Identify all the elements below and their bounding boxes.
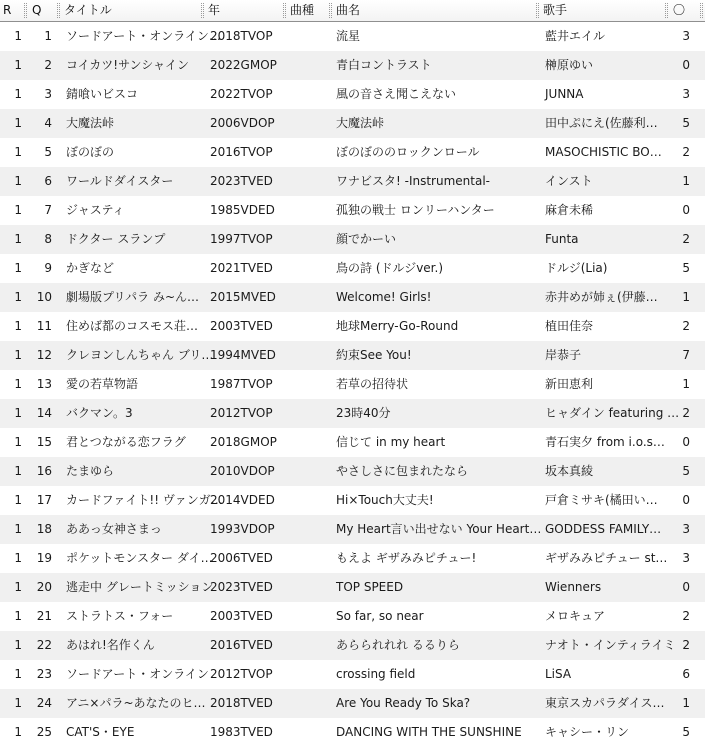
cell-song-type <box>290 196 328 225</box>
cell-correct: 0 <box>682 580 690 594</box>
cell-song-type <box>290 109 328 138</box>
cell-year: 2021TVED <box>210 261 273 275</box>
table-row[interactable] <box>0 718 705 747</box>
cell-year: 2014VDED <box>210 493 275 507</box>
column-header-correct[interactable]: 〇 <box>673 3 686 17</box>
cell-song-name: Hi×Touch大丈夫! <box>336 493 434 507</box>
column-header-song-name[interactable]: 曲名 <box>336 3 361 17</box>
cell-song-name: ワナビスタ! -Instrumental- <box>336 174 490 188</box>
cell-r: 1 <box>14 609 22 623</box>
cell-artist: ヒャダイン featuring … <box>545 406 680 420</box>
cell-correct: 5 <box>682 116 690 130</box>
cell-song-name: 顔でかーい <box>336 232 397 246</box>
cell-artist: 藍井エイル <box>545 29 606 43</box>
cell-correct: 1 <box>682 696 690 710</box>
cell-song-type <box>290 80 328 109</box>
cell-r: 1 <box>14 667 22 681</box>
cell-title: ぼのぼの <box>66 145 115 159</box>
cell-r: 1 <box>14 638 22 652</box>
cell-artist: JUNNA <box>545 87 584 101</box>
cell-title: 住めば都のコスモス荘… <box>66 319 199 333</box>
cell-year: 2023TVED <box>210 580 273 594</box>
cell-r: 1 <box>14 522 22 536</box>
cell-correct: 1 <box>682 174 690 188</box>
cell-song-type <box>290 254 328 283</box>
cell-r: 1 <box>14 348 22 362</box>
cell-title: ソードアート・オンライン… <box>66 29 221 43</box>
cell-title: コイカツ!サンシャイン <box>66 58 189 72</box>
cell-q: 21 <box>36 609 52 623</box>
cell-artist: 田中ぷにえ(佐藤利… <box>545 116 658 130</box>
column-resize-handle[interactable] <box>283 3 286 18</box>
cell-q: 10 <box>36 290 52 304</box>
cell-correct: 2 <box>682 145 690 159</box>
cell-song-type <box>290 544 328 573</box>
cell-song-name: Are You Ready To Ska? <box>336 696 471 710</box>
cell-song-name: Welcome! Girls! <box>336 290 432 304</box>
column-header-artist[interactable]: 歌手 <box>543 3 568 17</box>
cell-correct: 3 <box>682 87 690 101</box>
cell-song-name: 流星 <box>336 29 361 43</box>
cell-correct: 1 <box>682 290 690 304</box>
cell-year: 2006TVED <box>210 551 273 565</box>
cell-artist: LiSA <box>545 667 572 681</box>
cell-correct: 2 <box>682 638 690 652</box>
cell-artist: インスト <box>545 174 593 188</box>
table-row[interactable] <box>0 283 705 312</box>
cell-correct: 0 <box>682 435 690 449</box>
cell-year: 1987TVOP <box>210 377 273 391</box>
cell-song-name: 若草の招待状 <box>336 377 409 391</box>
cell-title: あはれ!名作くん <box>66 638 155 652</box>
table-row[interactable] <box>0 399 705 428</box>
cell-artist: メロキュア <box>545 609 606 623</box>
cell-q: 22 <box>36 638 52 652</box>
cell-artist: ギザみみピチュー st… <box>545 551 668 565</box>
cell-artist: ナオト・インティライミ <box>545 638 676 652</box>
table-row[interactable] <box>0 225 705 254</box>
cell-song-name: 信じて in my heart <box>336 435 446 449</box>
cell-artist: GODDESS FAMILY… <box>545 522 662 536</box>
cell-song-type <box>290 515 328 544</box>
table-row[interactable] <box>0 573 705 602</box>
cell-song-type <box>290 602 328 631</box>
cell-song-type <box>290 225 328 254</box>
cell-song-name: 風の音さえ聞こえない <box>336 87 457 101</box>
cell-r: 1 <box>14 58 22 72</box>
cell-r: 1 <box>14 725 22 739</box>
cell-artist: ドルジ(Lia) <box>545 261 608 275</box>
cell-q: 15 <box>36 435 52 449</box>
cell-r: 1 <box>14 377 22 391</box>
cell-year: 1985VDED <box>210 203 275 217</box>
cell-song-type <box>290 573 328 602</box>
table-row[interactable] <box>0 138 705 167</box>
cell-song-name: 孤独の戦士 ロンリーハンター <box>336 203 495 217</box>
cell-artist: 岸恭子 <box>545 348 582 362</box>
cell-title: ああっ女神さまっ <box>66 522 162 536</box>
cell-q: 5 <box>44 145 52 159</box>
table-row[interactable] <box>0 370 705 399</box>
cell-correct: 3 <box>682 551 690 565</box>
column-header-title[interactable]: タイトル <box>64 3 112 17</box>
cell-r: 1 <box>14 319 22 333</box>
cell-correct: 6 <box>682 667 690 681</box>
cell-year: 2003TVED <box>210 609 273 623</box>
cell-q: 25 <box>36 725 52 739</box>
cell-year: 2023TVED <box>210 174 273 188</box>
cell-q: 2 <box>44 58 52 72</box>
column-resize-handle[interactable] <box>329 3 332 18</box>
cell-q: 24 <box>36 696 52 710</box>
cell-song-type <box>290 486 328 515</box>
cell-q: 18 <box>36 522 52 536</box>
cell-r: 1 <box>14 493 22 507</box>
cell-artist: 赤井めが姉ぇ(伊藤… <box>545 290 658 304</box>
cell-title: たまゆら <box>66 464 115 478</box>
cell-year: 2012TVOP <box>210 406 273 420</box>
table-row[interactable] <box>0 457 705 486</box>
cell-title: クレヨンしんちゃん ブリ… <box>66 348 214 362</box>
cell-q: 3 <box>44 87 52 101</box>
cell-song-name: So far, so near <box>336 609 424 623</box>
cell-year: 1993VDOP <box>210 522 275 536</box>
cell-artist: 坂本真綾 <box>545 464 594 478</box>
cell-title: ストラトス・フォー <box>66 609 174 623</box>
cell-song-type <box>290 283 328 312</box>
cell-correct: 5 <box>682 464 690 478</box>
cell-title: 大魔法峠 <box>66 116 115 130</box>
cell-year: 1997TVOP <box>210 232 273 246</box>
cell-year: 2018TVOP <box>210 29 273 43</box>
cell-q: 6 <box>44 174 52 188</box>
table-row[interactable] <box>0 312 705 341</box>
cell-song-name: DANCING WITH THE SUNSHINE <box>336 725 522 739</box>
column-header-r[interactable]: R <box>3 3 12 17</box>
cell-r: 1 <box>14 145 22 159</box>
cell-song-name: ぼのぼののロックンロール <box>336 145 480 159</box>
cell-r: 1 <box>14 406 22 420</box>
table-row[interactable] <box>0 196 705 225</box>
cell-r: 1 <box>14 580 22 594</box>
cell-artist: 東京スカパラダイス… <box>545 696 665 710</box>
cell-song-name: もえよ ギザみみピチュー! <box>336 551 477 565</box>
cell-q: 4 <box>44 116 52 130</box>
cell-song-name: My Heart言い出せない Your Heart… <box>336 522 542 536</box>
cell-artist: MASOCHISTIC BO… <box>545 145 662 159</box>
cell-correct: 1 <box>682 377 690 391</box>
cell-year: 2003TVED <box>210 319 273 333</box>
cell-r: 1 <box>14 551 22 565</box>
column-resize-handle[interactable] <box>700 3 703 18</box>
cell-q: 1 <box>44 29 52 43</box>
table-row[interactable] <box>0 22 705 51</box>
cell-r: 1 <box>14 696 22 710</box>
cell-title: 愛の若草物語 <box>66 377 139 391</box>
cell-title: かぎなど <box>66 261 115 275</box>
cell-correct: 2 <box>682 319 690 333</box>
cell-q: 23 <box>36 667 52 681</box>
cell-q: 13 <box>36 377 52 391</box>
cell-correct: 0 <box>682 493 690 507</box>
cell-title: アニ×パラ~あなたのヒ… <box>66 696 206 710</box>
cell-song-type <box>290 631 328 660</box>
cell-title: ワールドダイスター <box>66 174 174 188</box>
cell-q: 7 <box>44 203 52 217</box>
cell-song-type <box>290 718 328 747</box>
column-resize-handle[interactable] <box>665 3 668 18</box>
table-row[interactable] <box>0 486 705 515</box>
table-row[interactable] <box>0 631 705 660</box>
table-row[interactable] <box>0 515 705 544</box>
table-row[interactable] <box>0 51 705 80</box>
cell-correct: 3 <box>682 29 690 43</box>
cell-r: 1 <box>14 116 22 130</box>
cell-title: 君とつながる恋フラグ <box>66 435 186 449</box>
cell-r: 1 <box>14 174 22 188</box>
table-row[interactable] <box>0 544 705 573</box>
cell-r: 1 <box>14 290 22 304</box>
cell-song-type <box>290 312 328 341</box>
cell-q: 12 <box>36 348 52 362</box>
table-row[interactable] <box>0 109 705 138</box>
cell-artist: Wienners <box>545 580 602 594</box>
cell-r: 1 <box>14 261 22 275</box>
column-resize-handle[interactable] <box>57 3 60 18</box>
cell-song-name: やさしさに包まれたなら <box>336 464 469 478</box>
cell-song-name: crossing field <box>336 667 416 681</box>
cell-r: 1 <box>14 203 22 217</box>
table-row[interactable] <box>0 660 705 689</box>
cell-q: 19 <box>36 551 52 565</box>
cell-title: 劇場版プリパラ み~ん… <box>66 290 200 304</box>
cell-artist: 麻倉未稀 <box>545 203 594 217</box>
cell-year: 2006VDOP <box>210 116 275 130</box>
cell-song-name: 約束See You! <box>336 348 412 362</box>
cell-artist: Funta <box>545 232 579 246</box>
cell-correct: 5 <box>682 261 690 275</box>
cell-title: CAT'S・EYE <box>66 725 135 739</box>
cell-song-type <box>290 689 328 718</box>
cell-q: 8 <box>44 232 52 246</box>
cell-year: 2018TVED <box>210 696 273 710</box>
column-resize-handle[interactable] <box>536 3 539 18</box>
cell-correct: 7 <box>682 348 690 362</box>
cell-title: カードファイト!! ヴァンガ… <box>66 493 223 507</box>
cell-song-type <box>290 167 328 196</box>
cell-song-type <box>290 399 328 428</box>
table-row[interactable] <box>0 80 705 109</box>
cell-year: 2018GMOP <box>210 435 277 449</box>
cell-title: ソードアート・オンライン <box>66 667 209 681</box>
cell-r: 1 <box>14 29 22 43</box>
cell-year: 2022GMOP <box>210 58 277 72</box>
cell-song-name: TOP SPEED <box>336 580 404 594</box>
cell-song-type <box>290 138 328 167</box>
cell-artist: 榊原ゆい <box>545 58 594 72</box>
cell-year: 2015MVED <box>210 290 276 304</box>
cell-correct: 0 <box>682 203 690 217</box>
cell-correct: 5 <box>682 725 690 739</box>
cell-correct: 2 <box>682 406 690 420</box>
cell-r: 1 <box>14 232 22 246</box>
cell-song-name: 地球Merry-Go-Round <box>336 319 459 333</box>
cell-q: 14 <box>36 406 52 420</box>
cell-song-name: 大魔法峠 <box>336 116 385 130</box>
cell-title: ポケットモンスター ダイ… <box>66 551 213 565</box>
column-header-year[interactable]: 年 <box>208 3 221 17</box>
cell-r: 1 <box>14 87 22 101</box>
cell-song-name: あらられれれ るるりら <box>336 638 460 652</box>
cell-year: 1994MVED <box>210 348 276 362</box>
cell-title: ジャスティ <box>66 203 125 217</box>
column-header-q[interactable]: Q <box>32 3 42 17</box>
cell-song-type <box>290 660 328 689</box>
cell-title: ドクター スランプ <box>66 232 166 246</box>
cell-correct: 2 <box>682 232 690 246</box>
cell-song-type <box>290 341 328 370</box>
cell-r: 1 <box>14 464 22 478</box>
table-row[interactable] <box>0 689 705 718</box>
cell-title: 錆喰いビスコ <box>66 87 139 101</box>
cell-year: 2016TVOP <box>210 145 273 159</box>
cell-artist: 植田佳奈 <box>545 319 594 333</box>
cell-song-name: 青白コントラスト <box>336 58 432 72</box>
cell-q: 16 <box>36 464 52 478</box>
cell-artist: 戸倉ミサキ(橘田い… <box>545 493 658 507</box>
cell-correct: 3 <box>682 522 690 536</box>
cell-year: 2010VDOP <box>210 464 275 478</box>
column-header-song-type[interactable]: 曲種 <box>290 3 315 17</box>
cell-q: 11 <box>36 319 52 333</box>
table-header <box>0 0 705 22</box>
cell-artist: 新田恵利 <box>545 377 594 391</box>
cell-year: 2022TVOP <box>210 87 273 101</box>
cell-song-name: 23時40分 <box>336 406 391 420</box>
cell-title: バクマン。3 <box>66 406 133 420</box>
cell-title: 逃走中 グレートミッション <box>66 580 214 594</box>
table-row[interactable] <box>0 602 705 631</box>
cell-q: 9 <box>44 261 52 275</box>
table-row[interactable] <box>0 254 705 283</box>
cell-song-type <box>290 22 328 51</box>
cell-song-type <box>290 428 328 457</box>
cell-correct: 2 <box>682 609 690 623</box>
cell-r: 1 <box>14 435 22 449</box>
cell-correct: 0 <box>682 58 690 72</box>
cell-song-name: 鳥の詩 (ドルジver.) <box>336 261 444 275</box>
cell-q: 17 <box>36 493 52 507</box>
table-row[interactable] <box>0 341 705 370</box>
cell-song-type <box>290 51 328 80</box>
cell-year: 2012TVOP <box>210 667 273 681</box>
table-body <box>0 22 705 747</box>
table-row[interactable] <box>0 167 705 196</box>
cell-song-type <box>290 370 328 399</box>
cell-q: 20 <box>36 580 52 594</box>
cell-artist: キャシー・リン <box>545 725 630 739</box>
table-row[interactable] <box>0 428 705 457</box>
cell-year: 2016TVED <box>210 638 273 652</box>
cell-song-type <box>290 457 328 486</box>
column-resize-handle[interactable] <box>201 3 204 18</box>
cell-year: 1983TVED <box>210 725 273 739</box>
cell-artist: 青石実夕 from i.o.s… <box>545 435 665 449</box>
column-resize-handle[interactable] <box>24 3 27 18</box>
